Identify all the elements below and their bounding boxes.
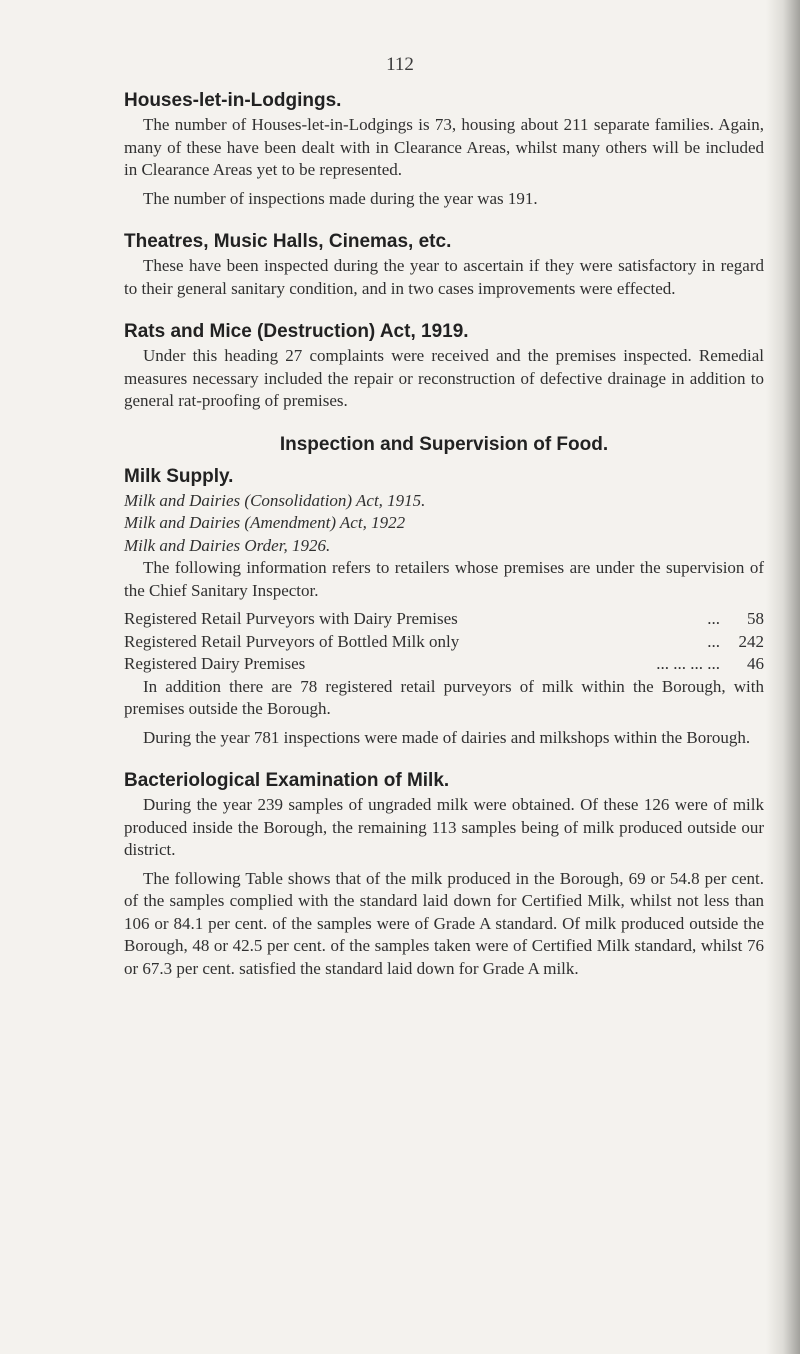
paragraph: These have been inspected during the year to ascertain if they were satisfactory in regard to their general sanitary condition, and in two cases improvements were effected. [124,256,764,298]
act-citation: Milk and Dairies (Consolidation) Act, 1915. [124,490,426,510]
act-citation: Milk and Dairies Order, 1926. [124,535,331,555]
section-heading: Houses-let-in-Lodgings. [124,90,342,111]
leader-dots: ... [707,609,720,628]
paragraph: The following information refers to retailers whose premises are under the supervision of the Chief Sanitary Inspector. [124,558,764,600]
paragraph: Under this heading 27 complaints were received and the premises inspected. Remedial measures necessary included the repair or reconstruction of defective drainage in addition to general rat-proofing of premises. [124,346,764,410]
section-heading: Bacteriological Examination of Milk. [124,770,450,791]
paragraph: In addition there are 78 registered retail purveyors of milk within the Borough, with premises outside the Borough. [124,676,764,718]
row-label: Registered Retail Purveyors with Dairy Premises [124,609,458,628]
section-theatres [124,229,764,300]
section-heading: Theatres, Music Halls, Cinemas, etc. [124,231,452,252]
leader-dots: ... ... ... ... [656,654,720,673]
row-label: Registered Retail Purveyors of Bottled Milk only [124,631,460,651]
paragraph: The number of inspections made during the year was 191. [143,188,538,208]
table-row [124,631,764,654]
section-heading: Rats and Mice (Destruction) Act, 1919. [124,321,469,342]
section-houses-let-in-lodgings [124,88,764,210]
section-milk-supply [124,464,764,750]
leader-dots: ... [707,631,720,651]
section-rats-and-mice [124,319,764,413]
section-bacteriological-examination [124,768,764,980]
table-row [124,653,764,676]
row-value: 242 [738,631,764,651]
section-heading: Milk Supply. [124,465,234,487]
row-value: 58 [747,609,764,628]
page-edge-shadow [766,0,800,1354]
registrations-table [124,608,764,676]
paragraph: During the year 239 samples of ungraded milk were obtained. Of these 126 were of milk produced inside the Borough, the remaining 113 samples being of milk produced outside our district. [124,795,764,859]
page-content [124,88,764,980]
table-row [124,608,764,631]
act-citation: Milk and Dairies (Amendment) Act, 1922 [124,513,406,532]
paragraph: The number of Houses-let-in-Lodgings is 73, housing about 211 separate families. Again, many of these have been dealt with in Clearance Areas, whilst many others will be included in Clearance Areas yet to be represented. [124,115,764,179]
row-label: Registered Dairy Premises [124,654,306,673]
section-heading: Inspection and Supervision of Food. [279,433,609,455]
paragraph: During the year 781 inspections were made of dairies and milkshops within the Borough. [143,727,751,747]
page-number: 112 [386,54,414,75]
section-inspection-of-food [124,432,764,458]
row-value: 46 [747,654,764,673]
paragraph: The following Table shows that of the milk produced in the Borough, 69 or 54.8 per cent. of the samples complied with the standard laid down for Certified Milk, whilst not less than 106 or 84.1 per cent. of the samples were of Grade A standard. Of milk produced outside the Borough, 48 or 42.5 per cent. of the samples taken were of Certified Milk standard, whilst 76 or 67.3 per cent. satisfied the standard laid down for Grade A milk. [124,868,764,978]
